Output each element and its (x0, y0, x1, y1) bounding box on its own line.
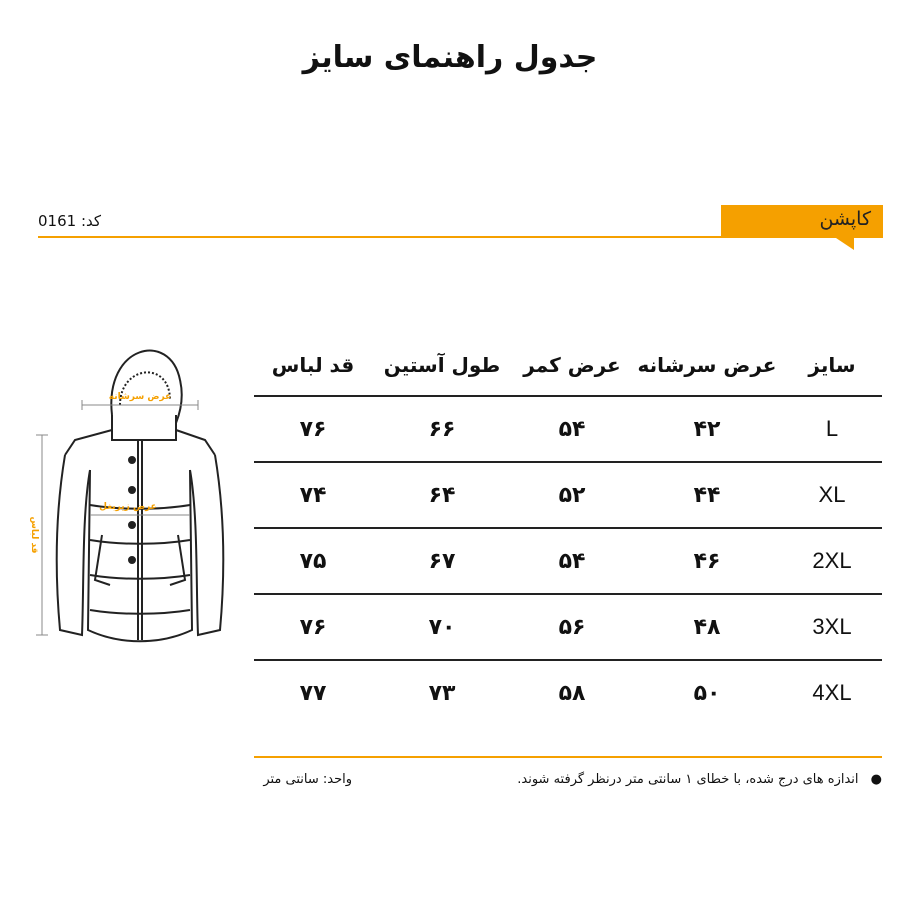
product-code-label: کد: (80, 212, 102, 230)
tolerance-note (517, 772, 882, 787)
cell-waist: ۵۴ (558, 548, 586, 574)
cell-waist: ۵۴ (558, 416, 586, 442)
page-title: جدول راهنمای سایز (302, 40, 598, 75)
table-row (254, 463, 882, 529)
header-waist-width: عرض کمر (523, 353, 621, 377)
cell-waist: ۵۲ (558, 482, 586, 508)
cell-shoulder: ۴۸ (693, 614, 721, 640)
cell-length: ۷۵ (299, 548, 327, 574)
cell-size: 2XL (812, 548, 852, 573)
armpit-width-label: عرض زیربغل (99, 502, 157, 512)
cell-sleeve: ۶۴ (428, 482, 456, 508)
cell-length: ۷۴ (299, 482, 327, 508)
cell-length: ۷۶ (299, 416, 327, 442)
cell-length: ۷۶ (299, 614, 327, 640)
table-row (254, 397, 882, 463)
tolerance-note-text: اندازه های درج شده، با خطای ۱ سانتی متر درنظر گرفته شوند. (517, 772, 859, 787)
category-tag: کاپشن (721, 205, 883, 238)
unit-label: واحد: سانتی متر (263, 772, 352, 787)
cell-shoulder: ۴۴ (693, 482, 721, 508)
cell-length: ۷۷ (299, 680, 327, 706)
footer-divider (254, 756, 882, 758)
cell-shoulder: ۴۲ (693, 416, 721, 442)
cell-waist: ۵۶ (558, 614, 586, 640)
cell-waist: ۵۸ (558, 680, 586, 706)
table-row (254, 595, 882, 661)
table-header-row (254, 335, 882, 397)
cell-shoulder: ۴۶ (693, 548, 721, 574)
header-garment-length: قد لباس (271, 353, 355, 377)
jacket-illustration (20, 335, 245, 665)
product-code-value: 0161 (38, 212, 77, 230)
cell-sleeve: ۷۳ (428, 680, 456, 706)
cell-size: XL (818, 482, 846, 507)
cell-size: L (825, 416, 839, 441)
header-shoulder-width: عرض سرشانه (637, 353, 777, 377)
cell-size: 4XL (812, 680, 852, 705)
cell-shoulder: ۵۰ (693, 680, 721, 706)
size-table (254, 335, 882, 725)
table-row (254, 661, 882, 725)
product-code (38, 212, 101, 230)
cell-sleeve: ۷۰ (428, 614, 456, 640)
cell-sleeve: ۶۶ (428, 416, 456, 442)
length-label: قد لباس (29, 516, 39, 554)
shoulder-width-label: عرض سرشانه (108, 392, 172, 402)
cell-size: 3XL (812, 614, 852, 639)
header-sleeve-length: طول آستین (383, 353, 501, 377)
table-row (254, 529, 882, 595)
bullet-icon: ● (870, 772, 882, 787)
category-tag-tail (836, 238, 854, 250)
header-divider (38, 236, 721, 238)
header-size: سایز (808, 353, 856, 377)
cell-sleeve: ۶۷ (428, 548, 456, 574)
